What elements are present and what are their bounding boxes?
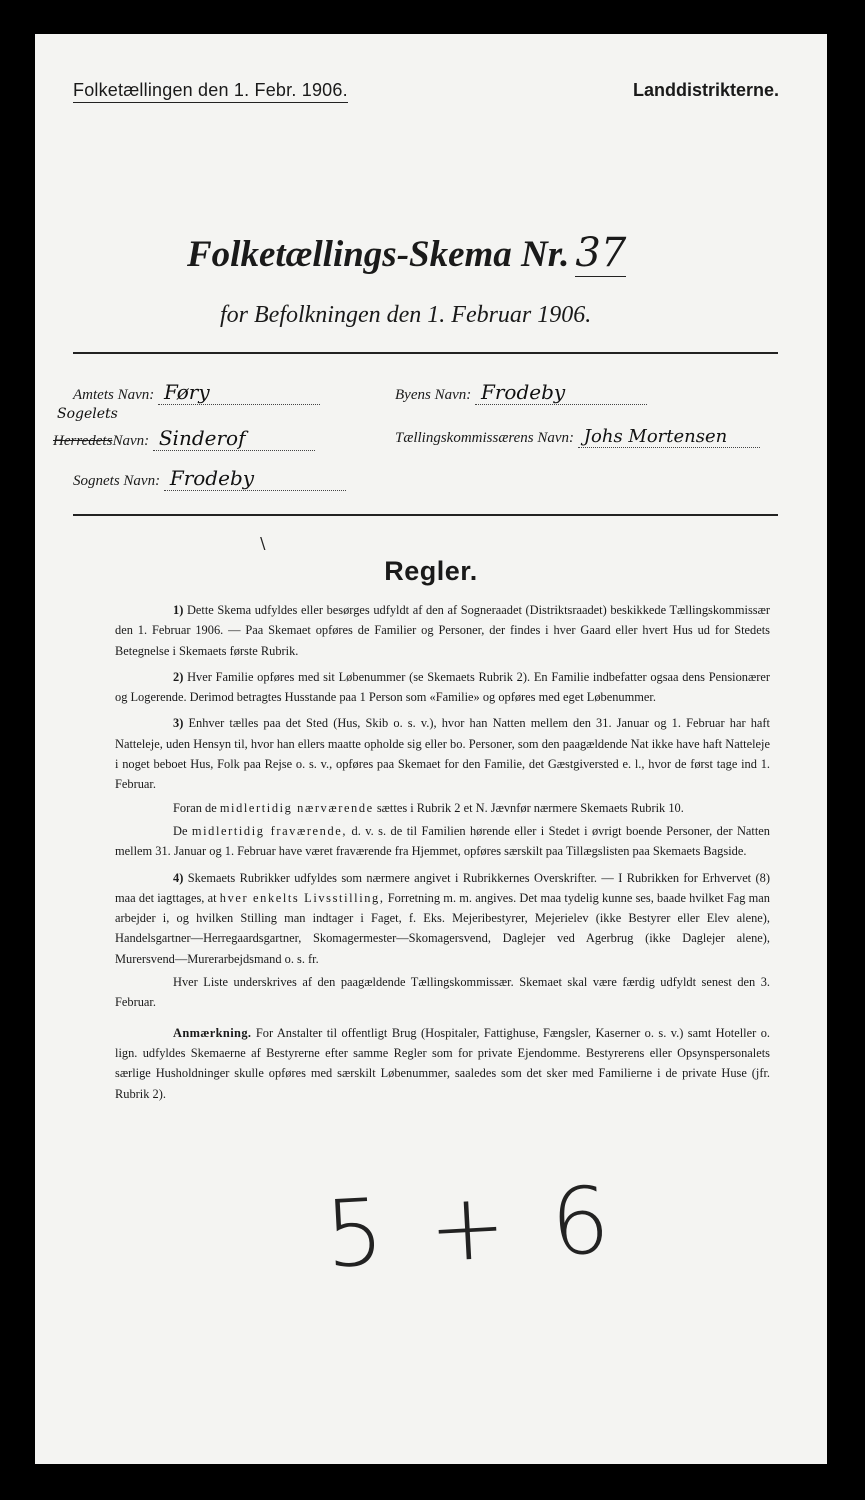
- rule-number: 3): [173, 716, 184, 731]
- header-census-date: Folketællingen den 1. Febr. 1906.: [73, 80, 348, 103]
- byens-label: Byens Navn:: [395, 387, 472, 403]
- rule-text: Forretning m. m. angives. Det maa tydelig kunne ses, baade hvilket Fag man arbejder i, og hvilken Stilling man indtager i Faget, f. Eks. Mejeribestyrer, Mejerielev (ikke Bestyrer eller Elev alene), Handelsgartner—Herregaardsgartner, Skomagermester—Skomagersvend, Daglejer ved Agerbrug (ikke Daglejer alene), Murersvend—Murerarbejdsmand o. s. fr.: [115, 890, 770, 966]
- form-number-handwritten: 37: [575, 230, 627, 276]
- rules-title: Regler.: [384, 556, 478, 586]
- rule-paragraph-5: [115, 972, 770, 1013]
- kommissaer-label: Tællingskommissærens Navn:: [395, 430, 575, 446]
- amt-field: [73, 380, 320, 405]
- herred-label: Navn:: [112, 433, 150, 449]
- byens-field: [395, 380, 647, 405]
- herred-struck-label: Herredets: [53, 433, 113, 449]
- rule-paragraph-1: [115, 600, 770, 661]
- kommissaer-field: [395, 426, 760, 448]
- herred-correction-handwritten: Sogelets: [57, 406, 118, 422]
- rule-text: Hver Liste underskrives af den paagældende Tællingskommissær. Skemaet skal være færdig udfyldt senest den 3. Februar.: [115, 975, 770, 1010]
- census-form-page: [35, 34, 827, 1464]
- rule-text: Dette Skema udfyldes eller besørges udfyldt af den af Sogneraadet (Distriktsraadet) beskikkede Tællingskommissær den 1. Februar 1906. — Paa Skemaet opføres de Familier og Personer, der findes i hver Gaard eller hvert Hus ud for Stedets Betegnelse i Skemaets første Rubrik.: [115, 603, 770, 658]
- rule-text: Enhver tælles paa det Sted (Hus, Skib o. s. v.), hvor han Natten mellem den 31. Januar og 1. Februar har haft Natteleje, uden Hensyn til, hvor han ellers maatte opholde sig eller bo. Personer, som den paagældende Nat ikke have haft Natteleje i noget beboet Hus, Folk paa Rejse o. s. v., opføres paa Skemaet for den Familie, det Gæstgiversted e. l., hvor de først tage ind 1. Februar.: [115, 716, 770, 792]
- rule-text: Hver Familie opføres med sit Løbenummer (se Skemaets Rubrik 2). En Familie indbefatter ogsaa dens Pensionærer og Logerende. Derimod betragtes Husstande paa 1 Person som «Familie» og opføres med eget Løbenummer.: [115, 669, 770, 705]
- form-title: [187, 230, 626, 276]
- form-subtitle: for Befolkningen den 1. Februar 1906.: [220, 302, 592, 328]
- annotation-text: For Anstalter til offentligt Brug (Hospitaler, Fattighuse, Fængsler, Kaserner o. s. v.) samt Hoteller o. lign. udfyldes Skemaerne af Bestyrerne efter samme Regler som for private Ejendomme. Bestyrerens eller Opsynspersonalets særlige Husholdninger skulle opføres med særskilt Løbenummer, saaledes som det sker med Familierne i de private Huse (jfr. Rubrik 2).: [115, 1025, 770, 1101]
- rule-text: Foran de: [173, 800, 217, 815]
- rule-text-spaced: midlertidig nærværende: [219, 800, 374, 815]
- rule-paragraph-4: [115, 868, 770, 969]
- rule-paragraph-2: [115, 667, 770, 708]
- rule-text: sættes i Rubrik 2 et N. Jævnfør nærmere Skemaets Rubrik 10.: [376, 800, 684, 815]
- top-divider: [73, 352, 778, 354]
- sogn-field: [73, 466, 346, 491]
- herred-field: [53, 426, 315, 451]
- rule-number: 2): [173, 669, 184, 684]
- amt-value: Føry: [158, 380, 320, 405]
- rule-paragraph-3c: [115, 821, 770, 862]
- handwritten-sum: 5 + 6: [322, 1166, 621, 1289]
- rule-text-spaced: midlertidig fraværende,: [191, 823, 348, 838]
- byens-value: Frodeby: [475, 380, 647, 405]
- form-title-text: Folketællings-Skema Nr.: [187, 234, 570, 275]
- ink-mark-icon: ∖: [257, 536, 268, 553]
- herred-value: Sinderof: [153, 426, 315, 451]
- rule-number: 4): [173, 870, 184, 885]
- amt-label: Amtets Navn:: [73, 387, 155, 403]
- rule-text: De: [173, 823, 188, 838]
- header-district-type: Landdistrikterne.: [632, 80, 779, 100]
- rule-number: 1): [173, 603, 184, 617]
- rules-text: [115, 600, 770, 1110]
- kommissaer-value: Johs Mortensen: [578, 426, 760, 448]
- rule-paragraph-3b: [115, 798, 770, 818]
- rule-text: d. v. s. de til Familien hørende eller i Stedet i øvrigt boende Personer, der Natten mellem 31. Januar og 1. Februar have været fraværende fra Hjemmet, opføres særskilt paa Tillægslisten paa Skemaets Bagside.: [115, 823, 770, 859]
- annotation-label: Anmærkning.: [173, 1025, 252, 1040]
- rule-paragraph-3: [115, 713, 770, 794]
- rule-text-spaced: hver enkelts Livsstilling,: [219, 890, 385, 905]
- sogn-value: Frodeby: [164, 466, 346, 491]
- bottom-divider: [73, 514, 778, 516]
- rule-text: Skemaets Rubrikker udfyldes som nærmere angivet i Rubrikkernes Overskrifter. — I Rubrikken for Erhvervet (8) maa det iagttages, at: [115, 870, 770, 905]
- rule-annotation: [115, 1023, 770, 1104]
- sogn-label: Sognets Navn:: [73, 473, 161, 489]
